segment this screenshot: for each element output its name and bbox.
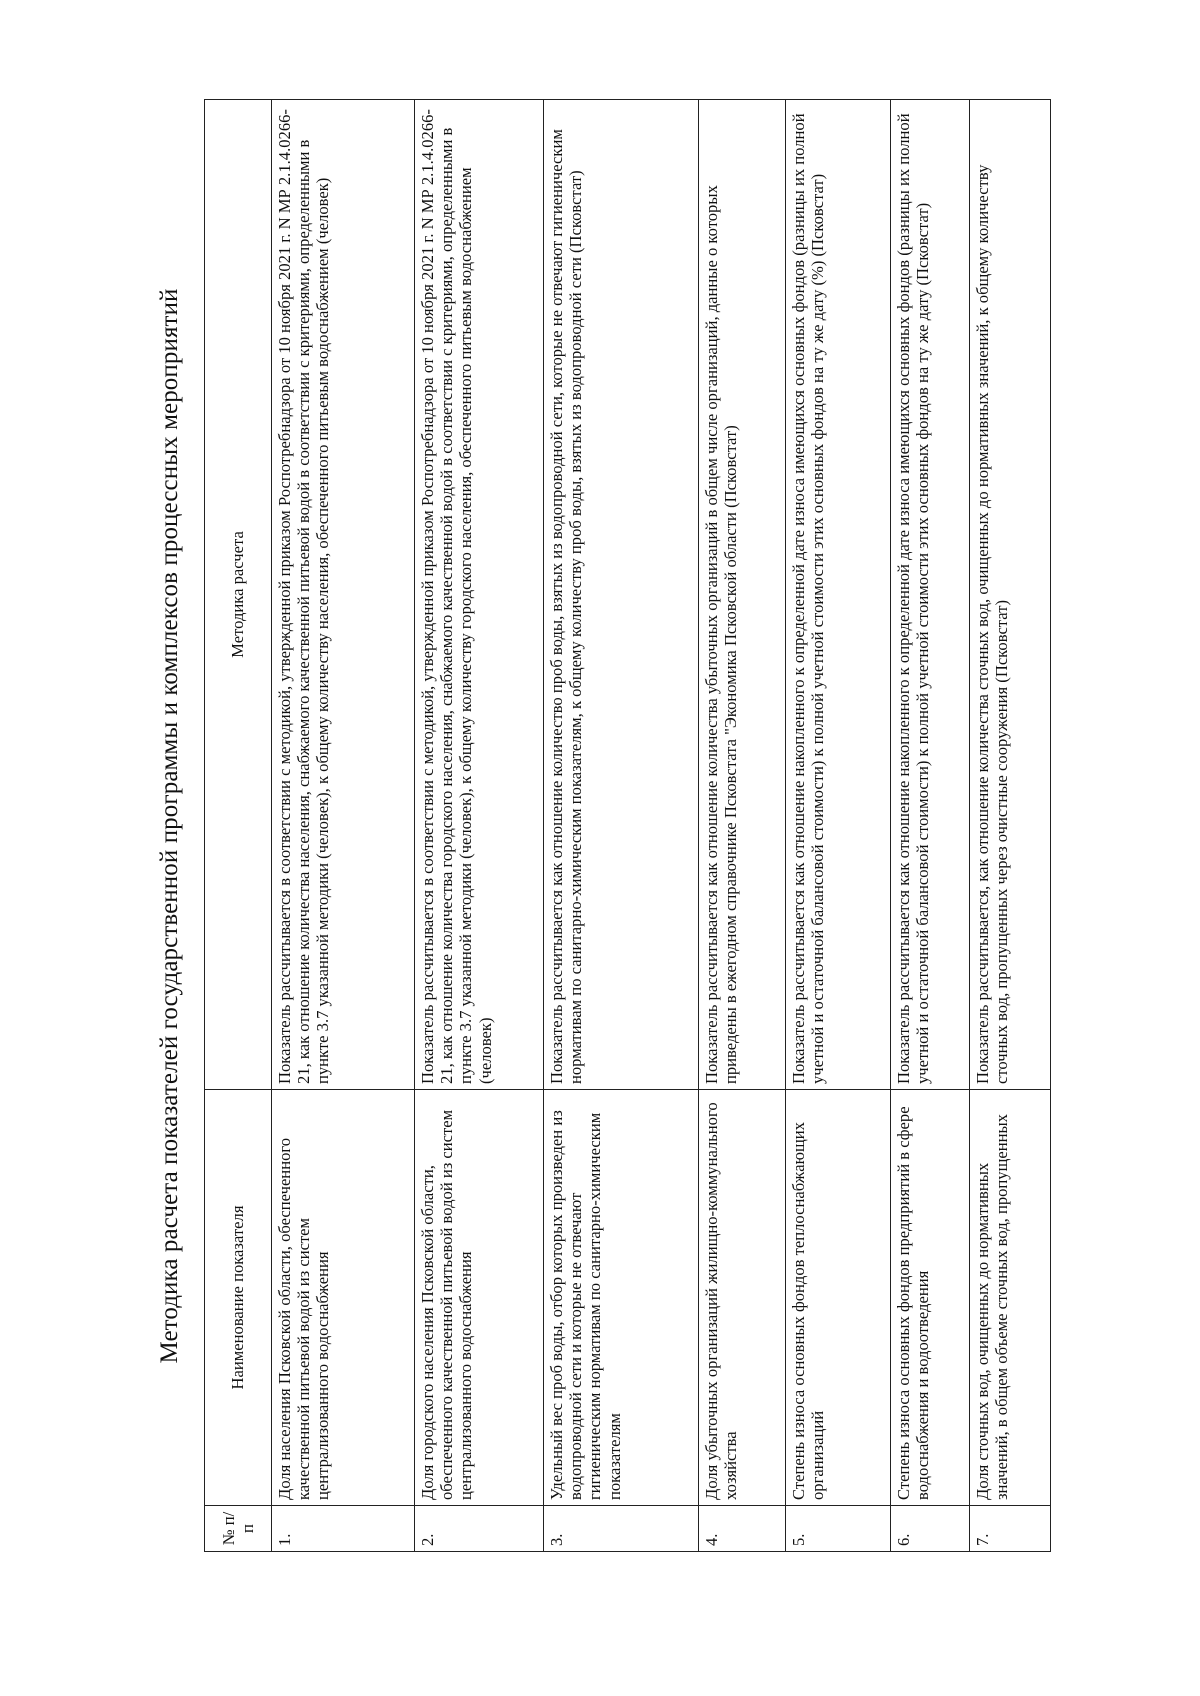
row-num: 5. xyxy=(786,1506,891,1552)
row-num: 1. xyxy=(272,1506,415,1552)
indicator-name: Доля убыточных организаций жилищно-коммунального хозяйства xyxy=(699,1090,786,1506)
indicator-name: Доля населения Псковской области, обеспеченного качественной питьевой водой из систем централизованного водоснабжения xyxy=(272,1090,415,1506)
indicator-name: Степень износа основных фондов теплоснабжающих организаций xyxy=(786,1090,891,1506)
row-num: 4. xyxy=(699,1506,786,1552)
calculation-method: Показатель рассчитывается, как отношение количества сточных вод, очищенных до нормативных значений, к общему количеству сточных вод, пропущенных через очистные сооружения (Псковстат) xyxy=(970,100,1051,1090)
table-row xyxy=(970,100,1051,1552)
header-name: Наименование показателя xyxy=(205,1090,272,1506)
header-method: Методика расчета xyxy=(205,100,272,1090)
document-title: Методика расчета показателей государственной программы и комплексов процессных мероприятий xyxy=(156,288,183,1364)
indicator-name: Доля городского населения Псковской области, обеспеченного качественной питьевой водой из систем централизованного водоснабжения xyxy=(415,1090,544,1506)
table-header-row xyxy=(205,100,272,1552)
table-row xyxy=(699,100,786,1552)
header-num: № п/п xyxy=(205,1506,272,1552)
calculation-method: Показатель рассчитывается в соответствии с методикой, утвержденной приказом Роспотребнадзора от 10 ноября 2021 г. N МР 2.1.4.0266-21, как отношение количества городского населения, снабжаемого качественной водой в соответствии с критериями, определенными в пункте 3.7 указанной методики (человек), к общему количеству городского населения, обеспеченного питьевым водоснабжением (человек) xyxy=(415,100,544,1090)
row-num: 2. xyxy=(415,1506,544,1552)
table-row xyxy=(891,100,970,1552)
indicator-name: Степень износа основных фондов предприятий в сфере водоснабжения и водоотведения xyxy=(891,1090,970,1506)
rotated-landscape-content xyxy=(150,100,1050,1552)
table-row xyxy=(786,100,891,1552)
indicator-name: Доля сточных вод, очищенных до нормативных значений, в общем объеме сточных вод, пропущенных xyxy=(970,1090,1051,1506)
indicators-table xyxy=(204,99,1051,1552)
calculation-method: Показатель рассчитывается как отношение накопленного к определенной дате износа имеющихся основных фондов (разницы их полной учетной и остаточной балансовой стоимости) к полной учетной стоимости этих основных фондов на ту же дату (Псковстат) xyxy=(891,100,970,1090)
row-num: 6. xyxy=(891,1506,970,1552)
calculation-method: Показатель рассчитывается как отношение накопленного к определенной дате износа имеющихся основных фондов (разницы их полной учетной и остаточной балансовой стоимости) к полной учетной стоимости этих основных фондов на ту же дату (%) (Псковстат) xyxy=(786,100,891,1090)
table-row xyxy=(544,100,699,1552)
calculation-method: Показатель рассчитывается как отношение количества убыточных организаций в общем числе организаций, данные о которых приведены в ежегодном справочнике Псковстата "Экономика Псковской области (Псковстат) xyxy=(699,100,786,1090)
calculation-method: Показатель рассчитывается как отношение количество проб воды, взятых из водопроводной сети, которые не отвечают гигиеническим нормативам по санитарно-химическим показателям, к общему количеству проб воды, взятых из водопроводной сети (Псковстат) xyxy=(544,100,699,1090)
row-num: 7. xyxy=(970,1506,1051,1552)
calculation-method: Показатель рассчитывается в соответствии с методикой, утвержденной приказом Роспотребнадзора от 10 ноября 2021 г. N МР 2.1.4.0266-21, как отношение количества населения, снабжаемого качественной питьевой водой в соответствии с критериями, определенными в пункте 3.7 указанной методики (человек), к общему количеству населения, обеспеченного питьевым водоснабжением (человек) xyxy=(272,100,415,1090)
indicator-name: Удельный вес проб воды, отбор которых произведен из водопроводной сети и которые не отвечают гигиеническим нормативам по санитарно-химическим показателям xyxy=(544,1090,699,1506)
row-num: 3. xyxy=(544,1506,699,1552)
table-row xyxy=(272,100,415,1552)
table-row xyxy=(415,100,544,1552)
